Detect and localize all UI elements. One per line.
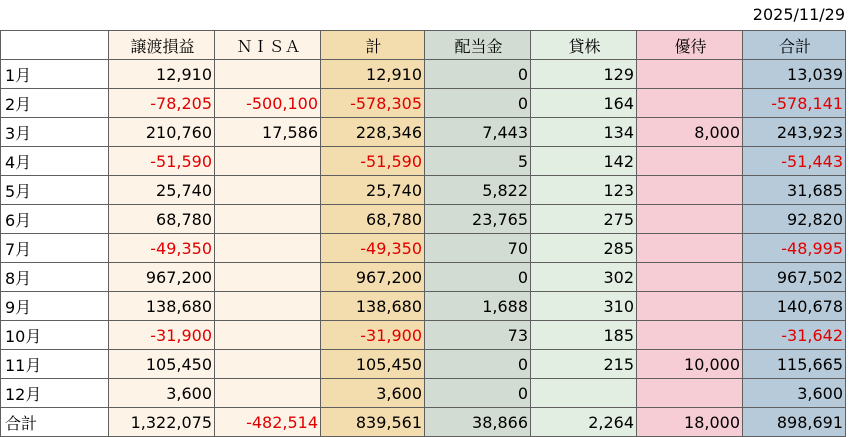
nisa-cell[interactable]: 17,586 bbox=[215, 118, 321, 147]
month-label-cell[interactable]: 2月 bbox=[1, 89, 109, 118]
haito-cell[interactable]: 0 bbox=[425, 379, 531, 408]
kashi-cell[interactable]: 215 bbox=[531, 350, 637, 379]
header-gokei-cell[interactable]: 合計 bbox=[743, 31, 846, 60]
kei-cell[interactable]: -31,900 bbox=[321, 321, 425, 350]
gokei-cell[interactable]: -578,141 bbox=[743, 89, 846, 118]
table-row bbox=[1, 176, 846, 205]
kei-cell[interactable]: 228,346 bbox=[321, 118, 425, 147]
yutai-cell[interactable] bbox=[637, 89, 743, 118]
joto-cell[interactable]: -31,900 bbox=[109, 321, 215, 350]
nisa-cell[interactable] bbox=[215, 263, 321, 292]
joto-cell[interactable]: 967,200 bbox=[109, 263, 215, 292]
gokei-cell[interactable]: 115,665 bbox=[743, 350, 846, 379]
table-row bbox=[1, 263, 846, 292]
haito-cell[interactable]: 5 bbox=[425, 147, 531, 176]
month-label-cell[interactable]: 6月 bbox=[1, 205, 109, 234]
joto-cell[interactable]: 138,680 bbox=[109, 292, 215, 321]
month-label-cell[interactable]: 8月 bbox=[1, 263, 109, 292]
gokei-cell[interactable]: -51,443 bbox=[743, 147, 846, 176]
joto-cell[interactable]: -51,590 bbox=[109, 147, 215, 176]
haito-cell[interactable]: 0 bbox=[425, 89, 531, 118]
month-label-cell[interactable]: 合計 bbox=[1, 408, 109, 437]
yutai-cell[interactable]: 10,000 bbox=[637, 350, 743, 379]
kei-cell[interactable]: 3,600 bbox=[321, 379, 425, 408]
haito-cell[interactable]: 7,443 bbox=[425, 118, 531, 147]
table-row bbox=[1, 89, 846, 118]
month-label-cell[interactable]: 4月 bbox=[1, 147, 109, 176]
yutai-cell[interactable] bbox=[637, 292, 743, 321]
joto-cell[interactable]: 210,760 bbox=[109, 118, 215, 147]
month-label-cell[interactable]: 1月 bbox=[1, 60, 109, 89]
kei-cell[interactable]: 12,910 bbox=[321, 60, 425, 89]
haito-cell[interactable]: 0 bbox=[425, 350, 531, 379]
joto-cell[interactable]: -49,350 bbox=[109, 234, 215, 263]
month-label-cell[interactable]: 3月 bbox=[1, 118, 109, 147]
nisa-cell[interactable] bbox=[215, 176, 321, 205]
kashi-cell[interactable]: 123 bbox=[531, 176, 637, 205]
gokei-cell[interactable]: 967,502 bbox=[743, 263, 846, 292]
gokei-cell[interactable]: 31,685 bbox=[743, 176, 846, 205]
haito-cell[interactable]: 0 bbox=[425, 263, 531, 292]
table-row bbox=[1, 321, 846, 350]
header-haito-cell[interactable]: 配当金 bbox=[425, 31, 531, 60]
table-row bbox=[1, 379, 846, 408]
kashi-cell[interactable]: 134 bbox=[531, 118, 637, 147]
yutai-cell[interactable] bbox=[637, 234, 743, 263]
yutai-cell[interactable]: 8,000 bbox=[637, 118, 743, 147]
header-row bbox=[1, 31, 846, 60]
header-nisa-cell[interactable]: ＮＩＳＡ bbox=[215, 31, 321, 60]
yutai-cell[interactable] bbox=[637, 379, 743, 408]
nisa-cell[interactable] bbox=[215, 292, 321, 321]
nisa-cell[interactable]: -500,100 bbox=[215, 89, 321, 118]
gokei-cell[interactable]: 898,691 bbox=[743, 408, 846, 437]
table-row bbox=[1, 205, 846, 234]
header-joto-cell[interactable]: 譲渡損益 bbox=[109, 31, 215, 60]
joto-cell[interactable]: -78,205 bbox=[109, 89, 215, 118]
kei-cell[interactable]: 105,450 bbox=[321, 350, 425, 379]
kashi-cell[interactable]: 285 bbox=[531, 234, 637, 263]
table-row bbox=[1, 118, 846, 147]
nisa-cell[interactable] bbox=[215, 205, 321, 234]
table-row bbox=[1, 350, 846, 379]
total-row bbox=[1, 408, 846, 437]
summary-table bbox=[0, 30, 846, 437]
joto-cell[interactable]: 25,740 bbox=[109, 176, 215, 205]
header-kashi-cell[interactable]: 貸株 bbox=[531, 31, 637, 60]
gokei-cell[interactable]: -31,642 bbox=[743, 321, 846, 350]
table-row bbox=[1, 147, 846, 176]
haito-cell[interactable]: 73 bbox=[425, 321, 531, 350]
month-label-cell[interactable]: 7月 bbox=[1, 234, 109, 263]
gokei-cell[interactable]: 3,600 bbox=[743, 379, 846, 408]
kei-cell[interactable]: -51,590 bbox=[321, 147, 425, 176]
kei-cell[interactable]: 25,740 bbox=[321, 176, 425, 205]
kashi-cell[interactable]: 275 bbox=[531, 205, 637, 234]
haito-cell[interactable]: 23,765 bbox=[425, 205, 531, 234]
gokei-cell[interactable]: 243,923 bbox=[743, 118, 846, 147]
kashi-cell[interactable]: 164 bbox=[531, 89, 637, 118]
kei-cell[interactable]: 68,780 bbox=[321, 205, 425, 234]
header-kei-cell[interactable]: 計 bbox=[321, 31, 425, 60]
yutai-cell[interactable] bbox=[637, 60, 743, 89]
nisa-cell[interactable] bbox=[215, 234, 321, 263]
table-row bbox=[1, 292, 846, 321]
table-row bbox=[1, 234, 846, 263]
nisa-cell[interactable] bbox=[215, 321, 321, 350]
date-cell[interactable]: 2025/11/29 bbox=[752, 5, 845, 24]
nisa-cell[interactable] bbox=[215, 350, 321, 379]
month-label-cell[interactable]: 5月 bbox=[1, 176, 109, 205]
yutai-cell[interactable] bbox=[637, 263, 743, 292]
haito-cell[interactable]: 5,822 bbox=[425, 176, 531, 205]
joto-cell[interactable]: 3,600 bbox=[109, 379, 215, 408]
month-label-cell[interactable]: 12月 bbox=[1, 379, 109, 408]
table-row bbox=[1, 60, 846, 89]
kei-cell[interactable]: 138,680 bbox=[321, 292, 425, 321]
joto-cell[interactable]: 68,780 bbox=[109, 205, 215, 234]
haito-cell[interactable]: 0 bbox=[425, 60, 531, 89]
yutai-cell[interactable] bbox=[637, 205, 743, 234]
month-label-cell[interactable]: 11月 bbox=[1, 350, 109, 379]
joto-cell[interactable]: 1,322,075 bbox=[109, 408, 215, 437]
haito-cell[interactable]: 38,866 bbox=[425, 408, 531, 437]
gokei-cell[interactable]: -48,995 bbox=[743, 234, 846, 263]
kashi-cell[interactable]: 2,264 bbox=[531, 408, 637, 437]
joto-cell[interactable]: 12,910 bbox=[109, 60, 215, 89]
kashi-cell[interactable]: 185 bbox=[531, 321, 637, 350]
kei-cell[interactable]: 967,200 bbox=[321, 263, 425, 292]
nisa-cell[interactable] bbox=[215, 147, 321, 176]
joto-cell[interactable]: 105,450 bbox=[109, 350, 215, 379]
kashi-cell[interactable]: 142 bbox=[531, 147, 637, 176]
yutai-cell[interactable]: 18,000 bbox=[637, 408, 743, 437]
kashi-cell[interactable]: 302 bbox=[531, 263, 637, 292]
yutai-cell[interactable] bbox=[637, 321, 743, 350]
kashi-cell[interactable]: 129 bbox=[531, 60, 637, 89]
header-yutai-cell[interactable]: 優待 bbox=[637, 31, 743, 60]
month-label-cell[interactable]: 10月 bbox=[1, 321, 109, 350]
nisa-cell[interactable]: -482,514 bbox=[215, 408, 321, 437]
kei-cell[interactable]: 839,561 bbox=[321, 408, 425, 437]
yutai-cell[interactable] bbox=[637, 147, 743, 176]
kei-cell[interactable]: -49,350 bbox=[321, 234, 425, 263]
haito-cell[interactable]: 1,688 bbox=[425, 292, 531, 321]
month-label-cell[interactable]: 9月 bbox=[1, 292, 109, 321]
kashi-cell[interactable]: 310 bbox=[531, 292, 637, 321]
yutai-cell[interactable] bbox=[637, 176, 743, 205]
gokei-cell[interactable]: 140,678 bbox=[743, 292, 846, 321]
kashi-cell[interactable] bbox=[531, 379, 637, 408]
gokei-cell[interactable]: 92,820 bbox=[743, 205, 846, 234]
nisa-cell[interactable] bbox=[215, 379, 321, 408]
kei-cell[interactable]: -578,305 bbox=[321, 89, 425, 118]
nisa-cell[interactable] bbox=[215, 60, 321, 89]
haito-cell[interactable]: 70 bbox=[425, 234, 531, 263]
gokei-cell[interactable]: 13,039 bbox=[743, 60, 846, 89]
header-corner-cell[interactable] bbox=[1, 31, 109, 60]
